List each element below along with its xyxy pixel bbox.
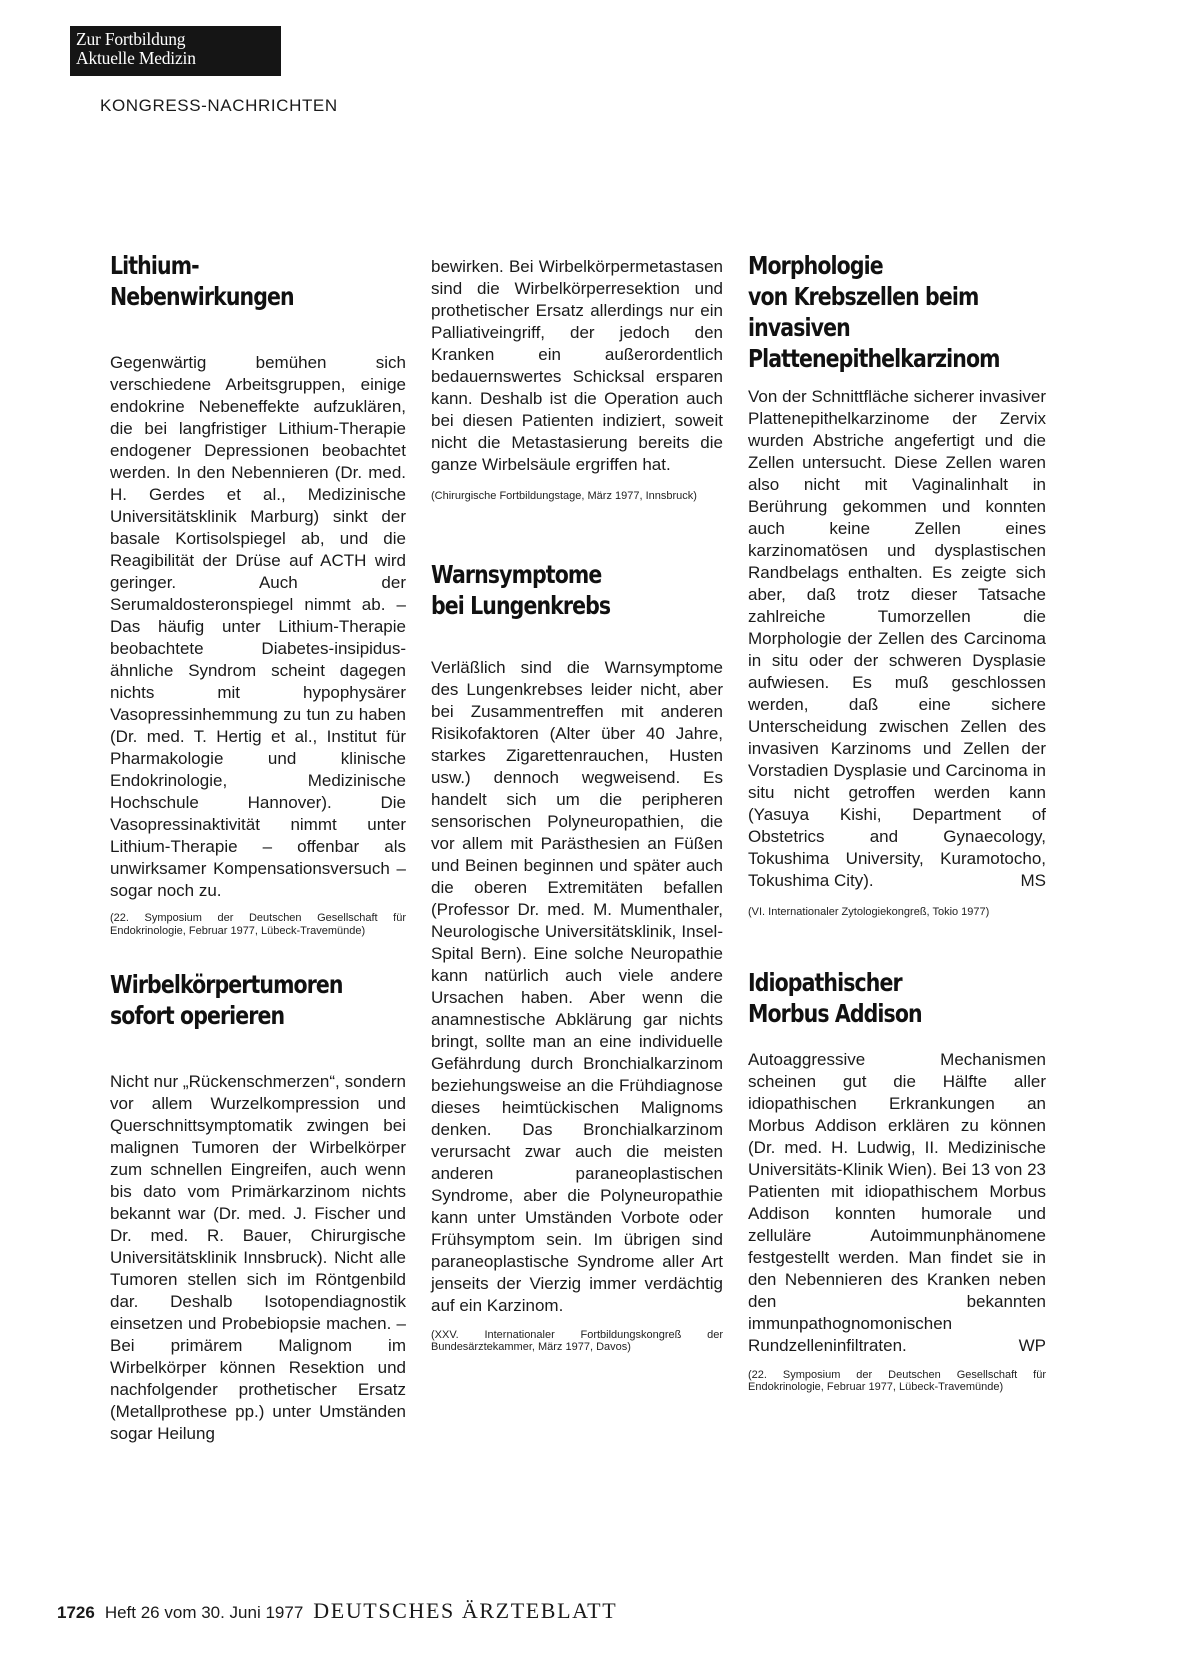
title-line: sofort operieren bbox=[110, 1001, 285, 1030]
article-body-lithium: Gegenwärtig bemühen sich verschiedene Arbeitsgruppen, einige endokrine Nebeneffekte aufzuklären, die bei langfristiger Lithium-Therapie endogener Depressionen beobachtet werden. In den Nebennieren (Dr. med. H. Gerdes et al., Medizinische Universitätsklinik Marburg) sinkt der basale Kortisolspiegel ab, und die Reagibilität der Drüse auf ACTH wird geringer. Auch der Serumaldosteronspiegel nimmt ab. – Das häufig unter Lithium-Therapie beobachtete Diabetes-insipidus-ähnliche Syndrom scheint dagegen nichts mit hypophysärer Vasopressinhemmung zu tun zu haben (Dr. med. T. Hertig et al., Institut für Pharmakologie und klinische Endokrinologie, Medizinische Hochschule Hannover). Die Vasopressinaktivität nimmt unter Lithium-Therapie – offenbar als unwirksamer Kompensationsversuch – sogar noch zu. bbox=[110, 353, 406, 900]
section-badge bbox=[70, 26, 281, 76]
issue-info: Heft 26 vom 30. Juni 1977 bbox=[104, 1603, 304, 1622]
article-body-wirbel: Nicht nur „Rückenschmerzen“, sondern vor allem Wurzelkompression und Querschnittsymptomatik zwingen bei malignen Tumoren der Wirbelkörper zum schnellen Eingreifen, auch wenn bis dato vom Primärkarzinom nichts bekannt war (Dr. med. J. Fischer und Dr. med. R. Bauer, Chirurgische Universitätsklinik Innsbruck). Nicht alle Tumoren stellen sich im Röntgenbild dar. Deshalb Isotopendiagnostik einsetzen und Probebiopsie machen. – Bei primärem Malignom im Wirbelkörper können Resektion und nachfolgender prothetischer Ersatz (Metallprothese pp.) unter Umständen sogar Heilung bbox=[110, 1072, 406, 1443]
article-title-lithium bbox=[110, 250, 406, 312]
title-line: Wirbelkörpertumoren bbox=[110, 970, 343, 999]
title-line: bei Lungenkrebs bbox=[431, 590, 611, 620]
title-line: Plattenepithelkarzinom bbox=[748, 344, 1000, 373]
magazine-name: DEUTSCHES ÄRZTEBLATT bbox=[313, 1598, 618, 1623]
title-line: invasiven bbox=[748, 313, 850, 342]
title-line: von Krebszellen beim bbox=[748, 282, 979, 311]
author-signature: MS bbox=[1020, 871, 1046, 890]
article-source-addison: (22. Symposium der Deutschen Gesellschaft für Endokrinologie, Februar 1977, Lübeck-Travemünde) bbox=[748, 1368, 1046, 1393]
page-footer bbox=[57, 1598, 617, 1624]
body-text: Autoaggressive Mechanismen scheinen gut die Hälfte aller idiopathischen Erkrankungen an Morbus Addison erklären zu können (Dr. med. H. Ludwig, II. Medizinische Universitäts-Klinik Wien). Bei 13 von 23 Patienten mit idiopathischem Morbus Addison konnten humorale und zelluläre Autoimmunphänomene festgestellt werden. Man findet sie in den Nebennieren des Kranken neben den bekannten immunpathognomonischen Rundzelleninfiltraten. bbox=[748, 1049, 1046, 1355]
page-number: 1726 bbox=[57, 1603, 95, 1622]
badge-line-1: Zur Fortbildung bbox=[76, 29, 186, 49]
article-title-morph bbox=[748, 250, 1046, 374]
column-2 bbox=[431, 256, 723, 1354]
article-title-warn bbox=[431, 559, 723, 621]
column-1 bbox=[110, 250, 406, 1445]
title-line: Nebenwirkungen bbox=[110, 282, 294, 311]
title-line: Warnsymptome bbox=[431, 559, 602, 589]
article-source-morph: (VI. Internationaler Zytologiekongreß, Tokio 1977) bbox=[748, 906, 990, 918]
title-line: Morbus Addison bbox=[748, 998, 922, 1028]
title-line: Morphologie bbox=[748, 251, 883, 280]
section-label: KONGRESS-NACHRICHTEN bbox=[100, 96, 338, 115]
badge-line-2: Aktuelle Medizin bbox=[76, 48, 196, 68]
article-body-morph bbox=[748, 386, 1046, 892]
article-source-lithium: (22. Symposium der Deutschen Gesellschaft für Endokrinologie, Februar 1977, Lübeck-Travemünde) bbox=[110, 912, 406, 937]
article-source-warn: (XXV. Internationaler Fortbildungskongreß der Bundesärztekammer, März 1977, Davos) bbox=[431, 1328, 723, 1353]
body-text: Von der Schnittfläche sicherer invasiver Plattenepithelkarzinome der Zervix wurden Abstriche angefertigt und die Zellen untersucht. Diese Zellen waren also nicht mit Vaginalinhalt in Berührung gekommen und konnten auch keine Zellen eines karzinomatösen und dysplastischen Randbelags enthalten. Es zeigte sich aber, daß trotz dieser Tatsache zahlreiche Tumorzellen die Morphologie der Zellen des Carcinoma in situ oder der schweren Dysplasie aufwiesen. Es muß geschlossen werden, daß eine sichere Unterscheidung zwischen Zellen des invasiven Karzinoms und Zellen der Vorstadien Dysplasie und Carcinoma in situ nicht getroffen werden kann (Yasuya Kishi, Department of Obstetrics and Gynaecology, Tokushima University, Kuramotocho, Tokushima City). bbox=[748, 387, 1046, 890]
article-title-addison bbox=[748, 967, 1046, 1029]
author-signature: WP bbox=[1018, 1335, 1046, 1355]
article-source-wirbel: (Chirurgische Fortbildungstage, März 1977, Innsbruck) bbox=[431, 490, 697, 502]
article-body-wirbel-continued: bewirken. Bei Wirbelkörpermetastasen sind die Wirbelkörperresektion und prothetischer Ersatz allerdings nur ein Palliativeingriff, der jedoch den Kranken ein außerordentlich bedauernswertes Schicksal ersparen kann. Deshalb ist die Operation auch bei diesen Patienten indiziert, soweit nicht die Metastasierung bereits die ganze Wirbelsäule ergriffen hat. bbox=[431, 257, 723, 474]
title-line: Idiopathischer bbox=[748, 967, 902, 997]
article-body-warn: Verläßlich sind die Warnsymptome des Lungenkrebses leider nicht, aber bei Zusammentreffen mit anderen Risikofaktoren (Alter über 40 Jahre, starkes Zigarettenrauchen, Husten usw.) dennoch wegweisend. Es handelt sich um die peripheren sensorischen Polyneuropathien, die vor allem mit Parästhesien an Füßen und Beinen beginnen und später auch die oberen Extremitäten befallen (Professor Dr. med. M. Mumenthaler, Neurologische Universitätsklinik, Insel-Spital Bern). Eine solche Neuropathie kann natürlich auch viele andere Ursachen haben. Aber wenn die anamnestische Abklärung gar nichts bringt, sollte man an eine individuelle Gefährdung durch Bronchialkarzinom beziehungsweise an die Frühdiagnose dieses heimtückischen Malignoms denken. Das Bronchialkarzinom verursacht zwar auch die meisten anderen paraneoplastischen Syndrome, aber die Polyneuropathie kann unter Umständen Vorbote oder Frühsymptom sein. Im übrigen sind paraneoplastische Syndrome aller Art jenseits der Vierzig immer verdächtig auf ein Karzinom. bbox=[431, 657, 723, 1315]
column-3 bbox=[748, 250, 1046, 1394]
article-body-addison bbox=[748, 1049, 1046, 1357]
article-title-wirbel bbox=[110, 969, 406, 1031]
title-line: Lithium- bbox=[110, 251, 199, 280]
